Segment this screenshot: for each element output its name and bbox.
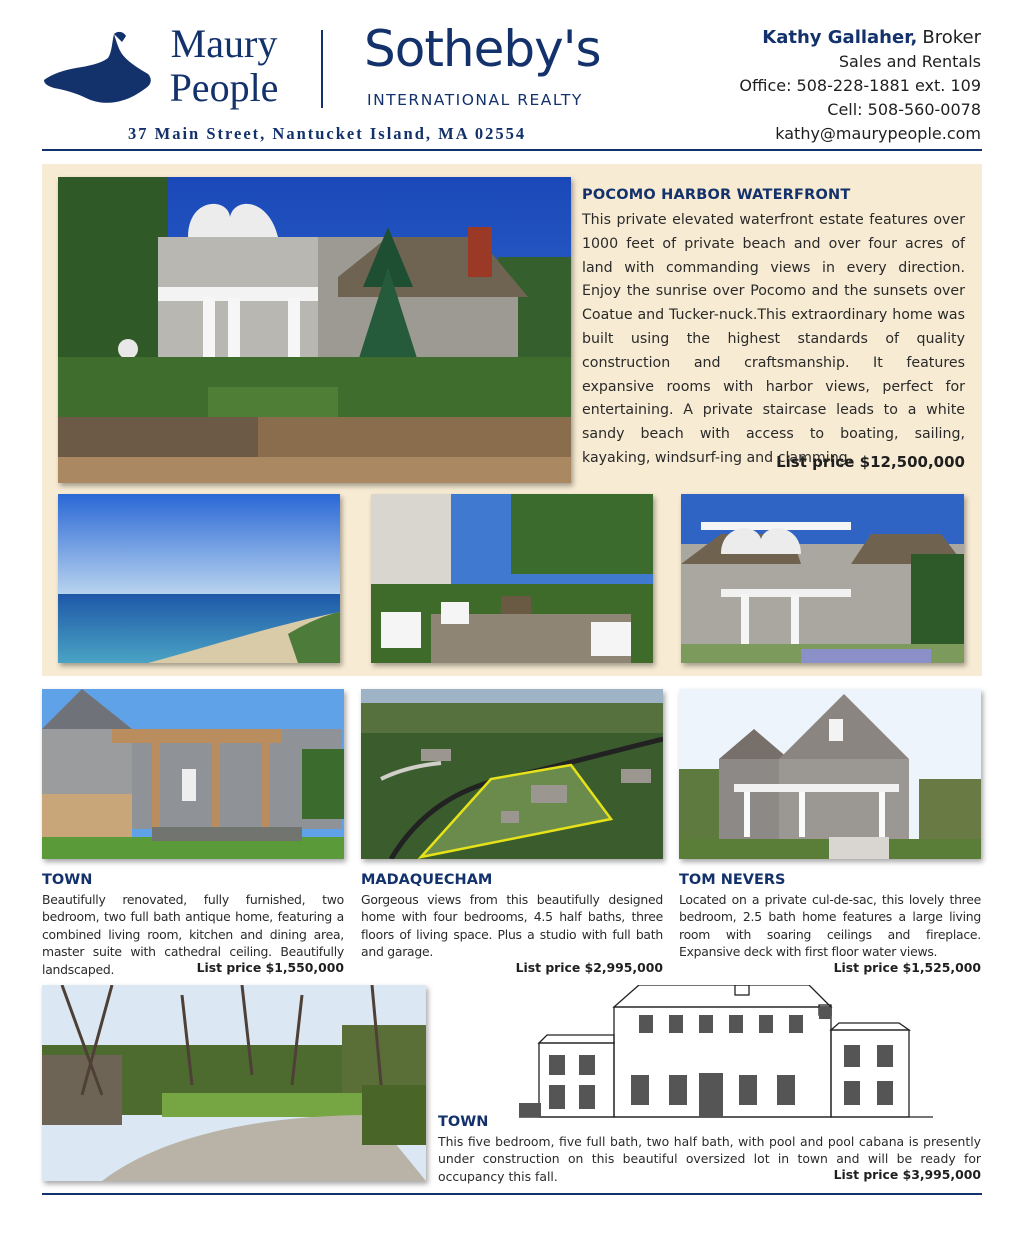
listing-town-new-construction-description: This five bedroom, five full bath, two half bath, with pool and pool cabana is presently under construction on this beautiful oversized lot in town and will be ready for occupancy this fall. [438, 1134, 981, 1184]
listing-tom-nevers-price: List price $1,525,000 [833, 960, 981, 975]
footer-rule [42, 1193, 982, 1195]
broker-role: Broker [922, 27, 981, 48]
broker-name-line [739, 26, 981, 50]
harbor-beach-photo [58, 494, 340, 663]
broker-email-link[interactable]: kathy@maurypeople.com [775, 124, 981, 143]
listing-town-new-construction-title: TOWN [438, 1114, 489, 1130]
tom-nevers-house-photo [679, 689, 981, 859]
broker-office-phone[interactable]: Office: 508-228-1881 ext. 109 [739, 76, 981, 95]
listing-town-description: Beautifully renovated, fully furnished, two bedroom, two full bath antique home, featuring a combined living room, kitchen and dining area, master suite with cathedral ceiling. Beautifully landscaped. [42, 892, 344, 977]
featured-estate-photo [58, 177, 571, 483]
broker-department: Sales and Rentals [838, 52, 981, 71]
listing-madaquecham-description: Gorgeous views from this beautifully designed home with four bedrooms, 4.5 half baths, three floors of living space. Plus a studio with full bath and garage. [361, 892, 663, 960]
listing-town-new-construction-price: List price $3,995,000 [833, 1167, 981, 1182]
listing-tom-nevers-description: Located on a private cul-de-sac, this lovely three bedroom, 2.5 bath home features a large living room with soaring ceilings and fireplace. Expansive deck with first floor water views. [679, 892, 981, 960]
nantucket-island-logo [42, 28, 154, 106]
wordmark-line-2: People [169, 65, 279, 110]
listing-town-title: TOWN [42, 872, 93, 888]
broker-name: Kathy Gallaher, [762, 27, 918, 48]
brand-divider [321, 30, 323, 108]
wordmark-line-1: Maury [170, 21, 278, 66]
madaquecham-aerial-photo [361, 689, 663, 859]
estate-rear-photo [681, 494, 964, 663]
town-lot-photo [42, 985, 426, 1181]
international-realty-wordmark: INTERNATIONAL REALTY [367, 91, 583, 109]
listing-madaquecham-title: MADAQUECHAM [361, 872, 493, 888]
broker-cell-phone[interactable]: Cell: 508-560-0078 [827, 100, 981, 119]
featured-listing-title: POCOMO HARBOR WATERFRONT [582, 187, 851, 203]
office-address: 37 Main Street, Nantucket Island, MA 02554 [128, 124, 527, 143]
broker-contact-block [739, 26, 981, 146]
listing-tom-nevers-title: TOM NEVERS [679, 872, 786, 888]
sothebys-wordmark: Sotheby's [364, 20, 601, 78]
listing-town-price: List price $1,550,000 [196, 960, 344, 975]
featured-listing-price: List price $12,500,000 [776, 453, 965, 471]
architect-elevation-drawing [519, 985, 933, 1119]
listing-madaquecham-price: List price $2,995,000 [515, 960, 663, 975]
terrace-garden-photo [371, 494, 653, 663]
town-cottage-photo [42, 689, 344, 859]
header-rule [42, 149, 982, 151]
maury-people-wordmark [162, 22, 286, 110]
featured-listing-description: This private elevated waterfront estate features over 1000 feet of private beach and over four acres of land with commanding views in every direction. Enjoy the sunrise over Pocomo and the sunsets over Coatue and Tucker-nuck.This extraordinary home was built using the highest standards of quality construction and craftsmanship. It features expansive rooms with harbor views, perfect for entertaining. A private staircase leads to a white sandy beach with access to boating, sailing, kayaking, windsurf-ing and clamming. [582, 212, 965, 466]
